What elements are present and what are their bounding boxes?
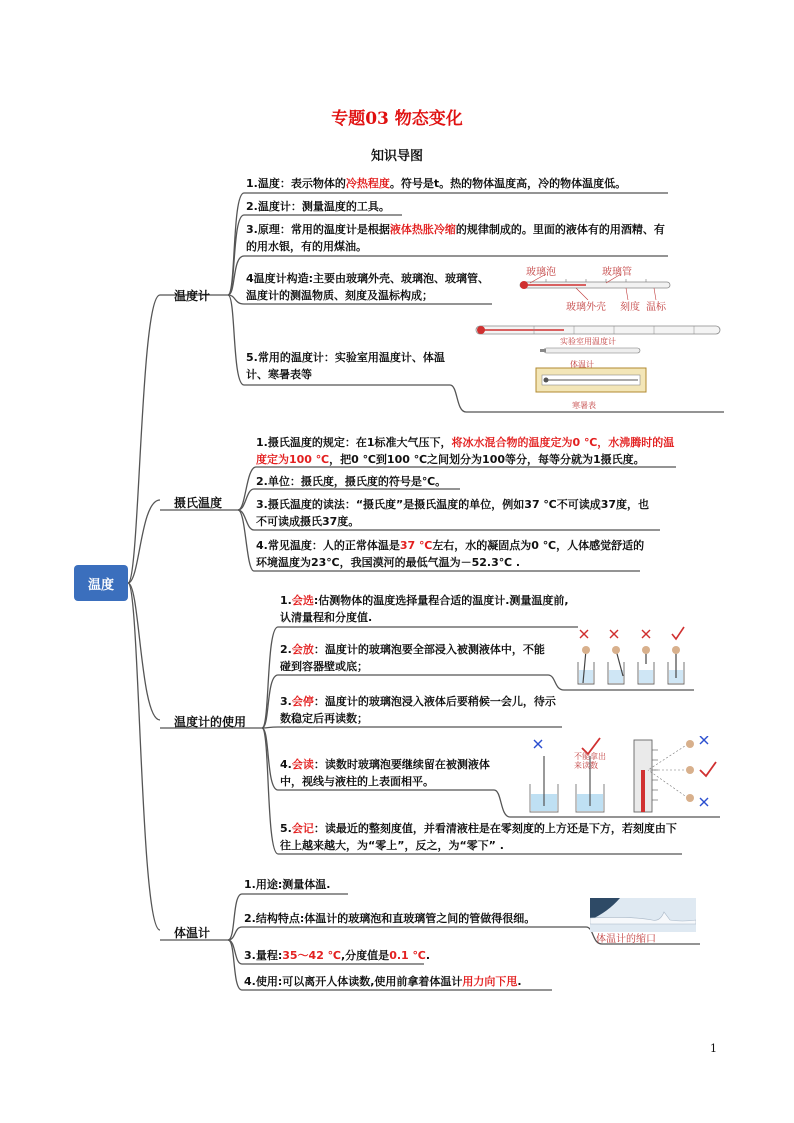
root-node-temperature: 温度 <box>74 565 128 601</box>
usage-item-1: 1.会选:估测物体的温度选择量程合适的温度计.测量温度前,认清量程和分度值. <box>280 594 569 624</box>
label-glass-shell: 玻璃外壳 <box>566 302 606 313</box>
branch-usage: 温度计的使用 <box>174 715 247 729</box>
thermometer-reading-figure <box>510 736 720 816</box>
label-weather-thermometer: 寒暑表 <box>572 401 596 410</box>
label-scale: 刻度 <box>620 302 640 313</box>
usage-item-5: 5.会记：读最近的整刻度值，并看清液柱是在零刻度的上方还是下方，若刻度由下往上越来越大，为“零上”，反之，为“零下” . <box>280 822 677 852</box>
page-number: 1 <box>710 1042 717 1055</box>
label-clinical-thermometer: 体温计 <box>570 360 594 369</box>
usage-item-4: 4.会读：读数时玻璃泡要继续留在被测液体中，视线与液柱的上表面相平。 <box>280 758 490 788</box>
label-glass-bulb: 玻璃泡 <box>526 267 556 278</box>
celsius-item-4: 4.常见温度：人的正常体温是37 ℃左右，水的凝固点为0 ℃，人体感觉舒适的环境温度为23℃，我国漠河的最低气温为－52.3℃ . <box>256 539 645 569</box>
common-thermometers-figure <box>474 320 724 412</box>
clinical-neck-figure <box>590 898 696 932</box>
clinical-item-3: 3.量程:35～42 ℃,分度值是0.1 ℃. <box>244 949 431 962</box>
thermometer-item-1: 1.温度：表示物体的冷热程度。符号是t。热的物体温度高，冷的物体温度低。 <box>246 177 627 190</box>
label-temperature-unit: 温标 <box>646 302 666 313</box>
branch-celsius: 摄氏温度 <box>174 496 223 510</box>
celsius-item-3: 3.摄氏温度的读法：“摄氏度”是摄氏温度的单位，例如37 ℃不可读成37度，也不可读成摄氏37度。 <box>256 498 650 528</box>
label-glass-tube: 玻璃管 <box>602 267 632 278</box>
page-subtitle: 知识导图 <box>370 149 423 164</box>
clinical-item-4: 4.使用:可以离开人体读数,使用前拿着体温计用力向下甩. <box>244 975 522 988</box>
label-thermometer-neck: 体温计的缩口 <box>596 934 656 945</box>
branch-thermometer: 温度计 <box>174 289 211 303</box>
thermometer-item-3: 3.原理：常用的温度计是根据液体热胀冷缩的规律制成的。里面的液体有的用酒精、有的用水银，有的用煤油。 <box>246 223 665 253</box>
clinical-item-1: 1.用途:测量体温. <box>244 878 331 891</box>
celsius-item-1: 1.摄氏温度的规定：在1标准大气压下，将冰水混合物的温度定为0 ℃，水沸腾时的温度定为100 ℃，把0 ℃到100 ℃之间划分为100等分，每等分就为1摄氏度。 <box>256 436 675 466</box>
thermometer-placement-figure <box>574 624 696 688</box>
label-no-take-out: 不能拿出来读数 <box>574 752 606 770</box>
celsius-item-2: 2.单位：摄氏度，摄氏度的符号是℃。 <box>256 475 447 488</box>
thermometer-item-2: 2.温度计：测量温度的工具。 <box>246 200 390 213</box>
label-lab-thermometer: 实验室用温度计 <box>560 337 616 346</box>
usage-item-2: 2.会放：温度计的玻璃泡要全部浸入被测液体中，不能碰到容器壁或底； <box>280 643 545 673</box>
thermometer-item-5: 5.常用的温度计：实验室用温度计、体温计、寒暑表等 <box>246 351 445 381</box>
usage-item-3: 3.会停：温度计的玻璃泡浸入液体后要稍候一会儿，待示数稳定后再读数； <box>280 695 556 725</box>
branch-clinical-thermometer: 体温计 <box>174 926 211 940</box>
clinical-item-2: 2.结构特点:体温计的玻璃泡和直玻璃管之间的管做得很细。 <box>244 912 536 925</box>
thermometer-item-4: 4温度计构造:主要由玻璃外壳、玻璃泡、玻璃管、温度计的测温物质、刻度及温标构成； <box>246 272 490 302</box>
page-title: 专题03 物态变化 <box>331 109 463 129</box>
